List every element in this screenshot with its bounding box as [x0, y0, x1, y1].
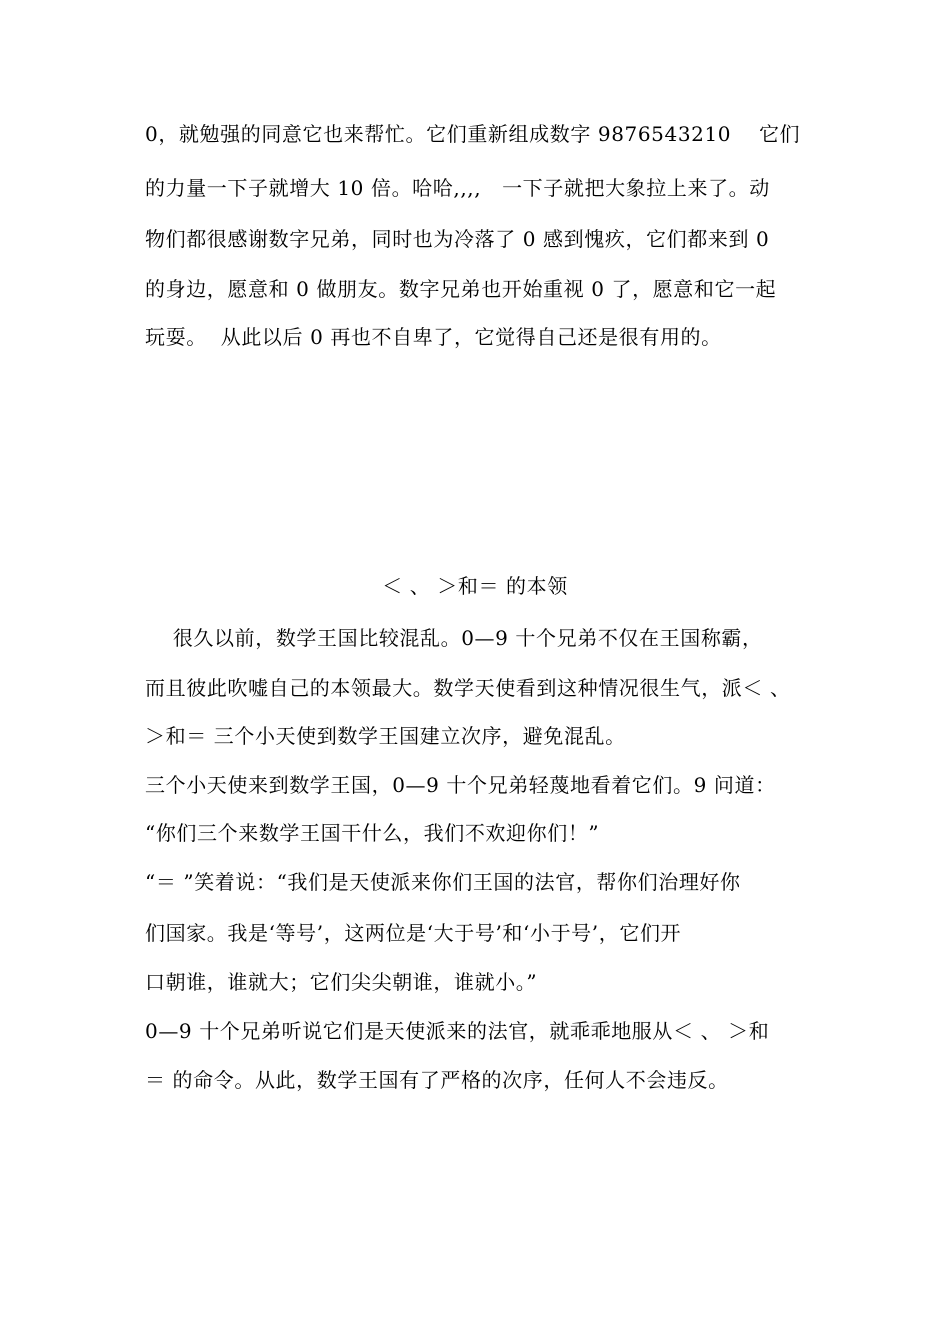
paragraph-line: ＞和＝ 三个小天使到数学王国建立次序，避免混乱。 [145, 724, 626, 748]
paragraph-line: ＝ 的命令。从此，数学王国有了严格的次序，任何人不会违反。 [145, 1068, 729, 1092]
paragraph-line: 物们都很感谢数字兄弟，同时也为冷落了 0 感到愧疚，它们都来到 0 [145, 227, 770, 251]
paragraph-line: 很久以前，数学王国比较混乱。0—9 十个兄弟不仅在王国称霸， [145, 626, 763, 650]
story-title: ＜ 、 ＞和＝ 的本领 [382, 574, 568, 598]
paragraph-line: 而且彼此吹嘘自己的本领最大。数学天使看到这种情况很生气，派＜ 、 [145, 676, 791, 700]
paragraph-line: 玩耍。 从此以后 0 再也不自卑了，它觉得自己还是很有用的。 [145, 325, 722, 349]
paragraph-line: 三个小天使来到数学王国，0—9 十个兄弟轻蔑地看着它们。9 问道： [145, 773, 776, 797]
paragraph-line: 的身边，愿意和 0 做朋友。数字兄弟也开始重视 0 了，愿意和它一起 [145, 277, 777, 301]
paragraph-line: “＝ ”笑着说：“我们是天使派来你们王国的法官，帮你们治理好你 [145, 870, 741, 894]
paragraph-line: 0，就勉强的同意它也来帮忙。它们重新组成数字 9876543210 它们 [145, 122, 801, 146]
paragraph-line: 们国家。我是‘等号’，这两位是‘大于号’和‘小于号’，它们开 [145, 921, 682, 945]
paragraph-line: 口朝谁，谁就大；它们尖尖朝谁，谁就小。” [145, 970, 538, 994]
paragraph-line: 的力量一下子就增大 10 倍。哈哈,,,, 一下子就把大象拉上来了。动 [145, 176, 770, 200]
paragraph-line: “你们三个来数学王国干什么，我们不欢迎你们！” [145, 821, 600, 845]
paragraph-line: 0—9 十个兄弟听说它们是天使派来的法官，就乖乖地服从＜ 、 ＞和 [145, 1019, 770, 1043]
